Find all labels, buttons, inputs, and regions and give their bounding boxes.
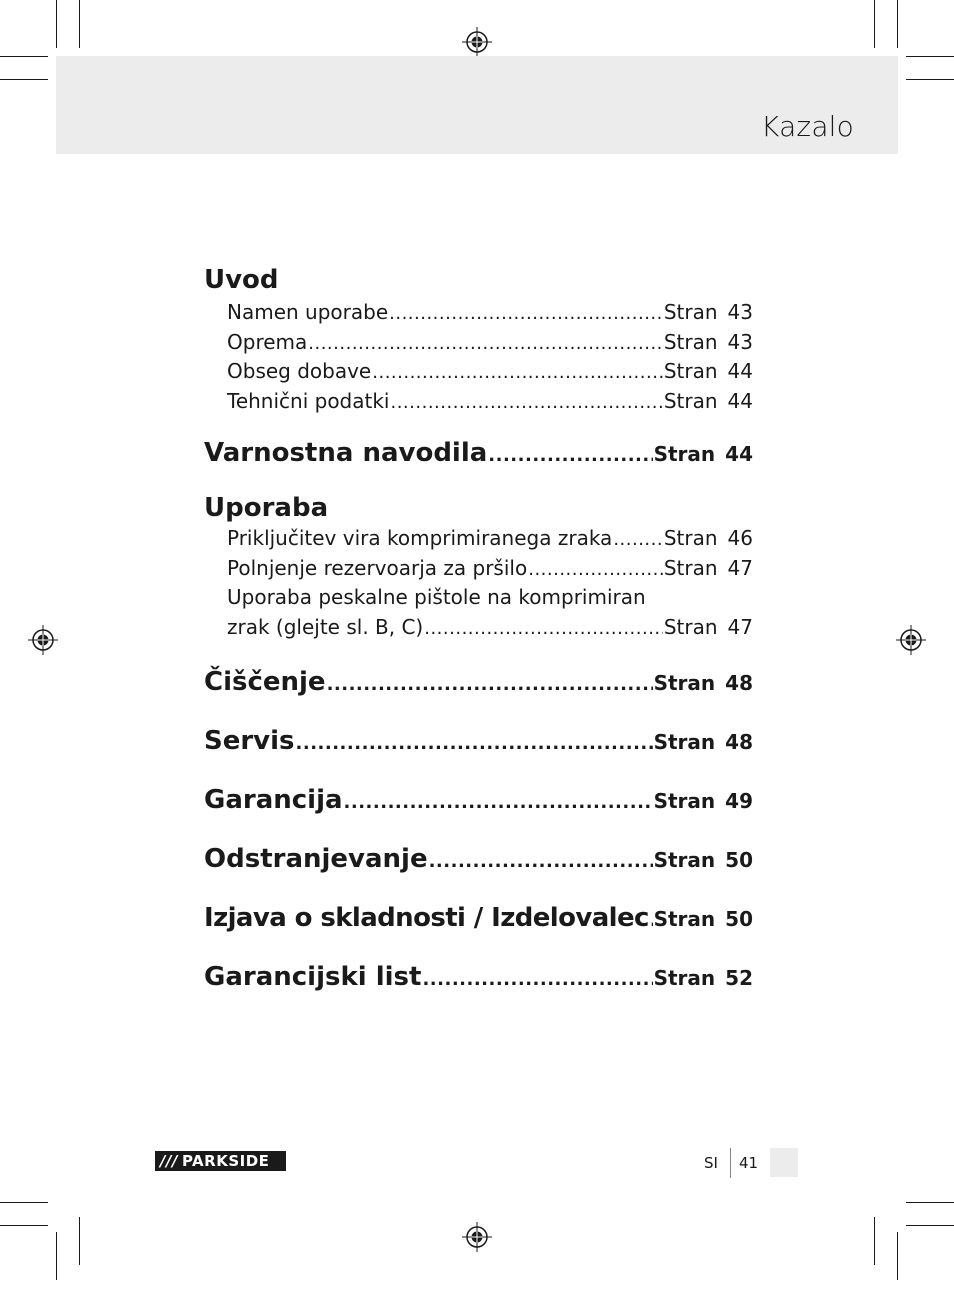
registration-mark-icon (462, 27, 492, 57)
page-number-footer: 41 (739, 1154, 759, 1172)
crop-mark (897, 1232, 898, 1280)
page-label: Stran (663, 300, 718, 324)
registration-mark-icon (896, 625, 926, 655)
dot-leader (372, 358, 663, 388)
toc-heading: Servis (204, 726, 295, 756)
dot-leader (296, 727, 653, 761)
dot-leader (613, 525, 663, 555)
parkside-logo (155, 1151, 286, 1171)
table-of-contents (204, 262, 753, 994)
page-label: Stran (663, 526, 718, 550)
page-label: Stran (663, 555, 718, 580)
toc-entry-title: Namen uporabe (227, 300, 389, 324)
page-number: 47 (727, 614, 753, 639)
dot-leader (344, 786, 653, 820)
toc-entry-servis[interactable] (204, 724, 753, 758)
toc-heading-uporaba: Uporaba (204, 493, 329, 523)
toc-heading: Garancijski list (204, 962, 422, 992)
footer-tab (770, 1148, 798, 1177)
page-number: 49 (725, 789, 753, 813)
page-label: Stran (663, 388, 718, 413)
page-number: 50 (725, 907, 753, 931)
toc-entry-title: Tehnični podatki (227, 388, 390, 413)
page-label: Stran (653, 671, 716, 695)
crop-mark (0, 79, 48, 80)
brand-name: PARKSIDE (181, 1152, 270, 1170)
footer-divider (730, 1148, 731, 1178)
page-number: 44 (727, 359, 753, 383)
brand-stripes-icon: /// (160, 1152, 178, 1170)
page-label: Stran (653, 730, 716, 754)
toc-entry-title: Oprema (227, 329, 308, 354)
language-code: SI (704, 1154, 718, 1172)
page-number: 44 (725, 442, 753, 466)
page-number: 48 (725, 730, 753, 754)
toc-entry-odstranjevanje[interactable] (204, 842, 753, 876)
page-label: Stran (663, 614, 718, 639)
page-number: 43 (727, 329, 753, 354)
page-label: Stran (663, 329, 718, 354)
crop-mark (906, 1225, 954, 1226)
page-number: 44 (727, 388, 753, 413)
toc-heading-uvod: Uvod (204, 265, 279, 295)
toc-entry[interactable] (204, 357, 753, 387)
page-number: 50 (725, 848, 753, 872)
crop-mark (906, 79, 954, 80)
toc-entry-garancija[interactable] (204, 783, 753, 817)
toc-entry[interactable] (204, 613, 753, 643)
toc-entry-title: Obseg dobave (227, 359, 372, 383)
crop-mark (906, 56, 954, 57)
toc-heading: Čiščenje (204, 667, 326, 697)
dot-leader (422, 963, 652, 997)
toc-entry-title-line: Uporaba peskalne pištole na komprimiran (227, 585, 646, 609)
page-title: Kazalo (761, 110, 854, 143)
toc-entry[interactable] (204, 554, 753, 584)
toc-entry-title: Polnjenje rezervoarja za pršilo (227, 555, 528, 580)
toc-entry-title: Priključitev vira komprimiranega zraka (227, 526, 613, 550)
toc-entry[interactable] (204, 524, 753, 554)
crop-mark (56, 1232, 57, 1280)
toc-entry-garancijski-list[interactable] (204, 960, 753, 994)
toc-entry-izjava[interactable] (204, 901, 753, 935)
page-label: Stran (653, 442, 716, 466)
page-label: Stran (653, 789, 716, 813)
page-number: 46 (727, 526, 753, 550)
page-number: 48 (725, 671, 753, 695)
crop-mark (0, 1202, 48, 1203)
toc-entry-ciscenje[interactable] (204, 665, 753, 699)
toc-heading: Odstranjevanje (204, 844, 428, 874)
crop-mark (874, 0, 875, 48)
page-label: Stran (653, 848, 716, 872)
page-number: 52 (725, 966, 753, 990)
toc-heading: Garancija (204, 785, 343, 815)
toc-entry[interactable] (204, 298, 753, 328)
toc-heading: Varnostna navodila (204, 438, 488, 468)
toc-entry[interactable] (204, 328, 753, 358)
crop-mark (79, 1217, 80, 1265)
page-label: Stran (663, 359, 718, 383)
page-label: Stran (653, 966, 716, 990)
dot-leader (389, 299, 663, 329)
crop-mark (906, 1202, 954, 1203)
crop-mark (0, 1225, 48, 1226)
page-label: Stran (653, 907, 716, 931)
dot-leader (308, 329, 663, 359)
registration-mark-icon (28, 625, 58, 655)
page-number: 47 (727, 555, 753, 580)
crop-mark (874, 1217, 875, 1265)
dot-leader (488, 439, 652, 473)
crop-mark (0, 56, 48, 57)
crop-mark (79, 0, 80, 48)
registration-mark-icon (462, 1222, 492, 1252)
crop-mark (56, 0, 57, 48)
page-number: 43 (727, 300, 753, 324)
toc-heading: Izjava o skladnosti / Izdelovalec (204, 903, 649, 933)
dot-leader (528, 555, 663, 585)
dot-leader (327, 668, 653, 702)
dot-leader (390, 388, 662, 418)
toc-entry-varnostna-navodila[interactable] (204, 436, 753, 470)
crop-mark (897, 0, 898, 48)
dot-leader (424, 614, 663, 644)
toc-entry-title: zrak (glejte sl. B, C) (227, 614, 424, 639)
dot-leader (650, 904, 653, 938)
toc-entry[interactable] (204, 387, 753, 417)
dot-leader (429, 845, 653, 879)
